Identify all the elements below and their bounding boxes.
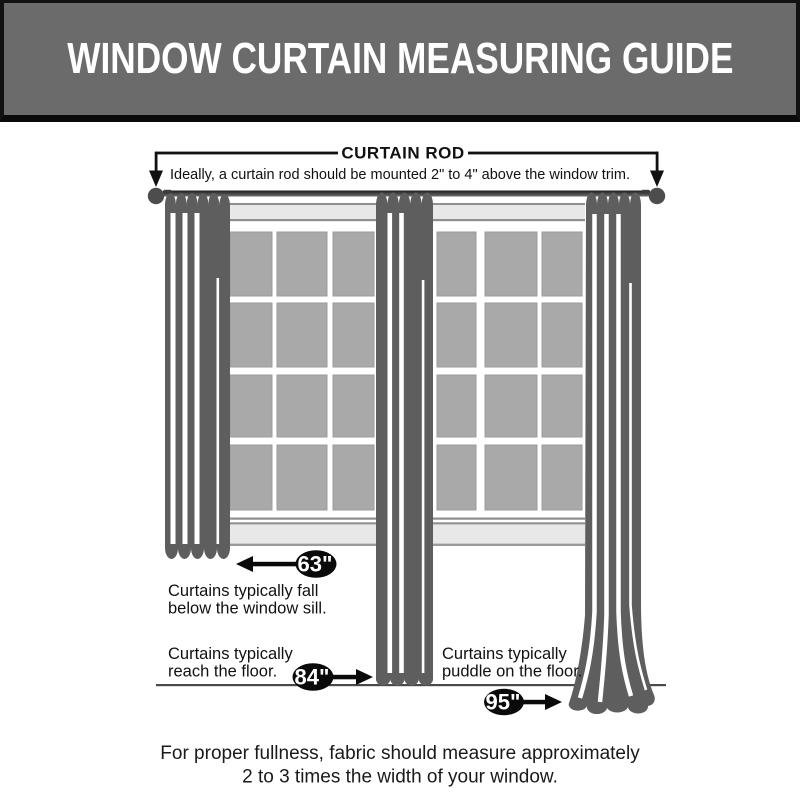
down-arrow-icon — [149, 171, 163, 188]
fold-gap — [217, 278, 220, 544]
curtain-panel — [376, 193, 433, 686]
fold-gap — [195, 213, 200, 544]
bracket-line-right — [468, 152, 658, 155]
fullness-note — [160, 743, 640, 788]
window-pane — [542, 445, 582, 510]
rod-mounting-note: Ideally, a curtain rod should be mounted 2" to 4" above the window trim. — [170, 166, 630, 183]
arrow-shaft — [520, 700, 548, 705]
right-arrow-icon — [356, 669, 373, 685]
rod-finial-right — [649, 188, 665, 204]
footer-line-1: For proper fullness, fabric should measure approximately — [160, 743, 640, 764]
window-pane — [333, 375, 374, 437]
page-title: WINDOW CURTAIN MEASURING GUIDE — [66, 34, 734, 83]
annotation-line: below the window sill. — [168, 599, 327, 618]
window-pane — [542, 375, 582, 437]
window-pane — [230, 445, 272, 510]
measurement-value: 84" — [294, 664, 330, 690]
window-pane — [542, 232, 582, 296]
annotation-63 — [168, 582, 327, 618]
annotation-line: Curtains typically — [442, 645, 567, 663]
window-pane — [333, 445, 374, 510]
window-pane — [485, 232, 537, 296]
window-pane — [437, 375, 476, 437]
window-pane — [333, 232, 374, 296]
window-pane — [277, 375, 327, 437]
window-pane — [230, 303, 272, 367]
window-pane — [333, 303, 374, 367]
left-arrow-icon — [236, 556, 253, 572]
annotation-line: puddle on the floor. — [442, 662, 583, 681]
down-arrow-icon — [650, 171, 664, 188]
fold-gap — [422, 280, 425, 673]
rod-end-right — [642, 190, 649, 194]
window-pane — [485, 375, 537, 437]
bracket-drop-left — [155, 152, 158, 172]
window-pane — [437, 303, 476, 367]
arrow-shaft — [330, 675, 358, 680]
callout-95 — [484, 689, 562, 715]
annotation-line: reach the floor. — [168, 662, 278, 681]
annotation-84 — [168, 645, 293, 681]
window-pane — [437, 445, 476, 510]
header-banner — [0, 0, 800, 122]
fold-gap — [388, 213, 393, 673]
window-pane — [277, 445, 327, 510]
window-pane — [485, 303, 537, 367]
fold-gap — [171, 213, 176, 544]
annotation-line: Curtains typically — [168, 645, 293, 663]
fold-gap — [399, 213, 404, 673]
bracket-line-left — [156, 152, 338, 155]
arrow-shaft — [250, 562, 298, 567]
annotation-line: Curtains typically fall — [168, 582, 319, 600]
curtain-63-inch — [165, 193, 230, 559]
measurement-value: 95" — [485, 689, 521, 715]
curtain-rod-label: CURTAIN ROD — [341, 143, 465, 163]
curtain-84-inch — [376, 193, 433, 686]
bracket-drop-right — [656, 152, 659, 172]
right-arrow-icon — [545, 694, 562, 710]
window-pane — [230, 232, 272, 296]
window-pane — [230, 375, 272, 437]
callout-63 — [236, 550, 337, 578]
window-pane — [542, 303, 582, 367]
measurement-value: 63" — [297, 551, 333, 577]
callout-84 — [293, 663, 374, 691]
measuring-diagram — [0, 122, 800, 800]
fold-gap — [183, 213, 188, 544]
window-pane — [277, 303, 327, 367]
rod-finial-left — [148, 188, 164, 204]
window-pane — [277, 232, 327, 296]
window-pane — [437, 232, 476, 296]
footer-line-2: 2 to 3 times the width of your window. — [242, 766, 558, 788]
annotation-95 — [442, 645, 582, 681]
window-pane — [485, 445, 537, 510]
